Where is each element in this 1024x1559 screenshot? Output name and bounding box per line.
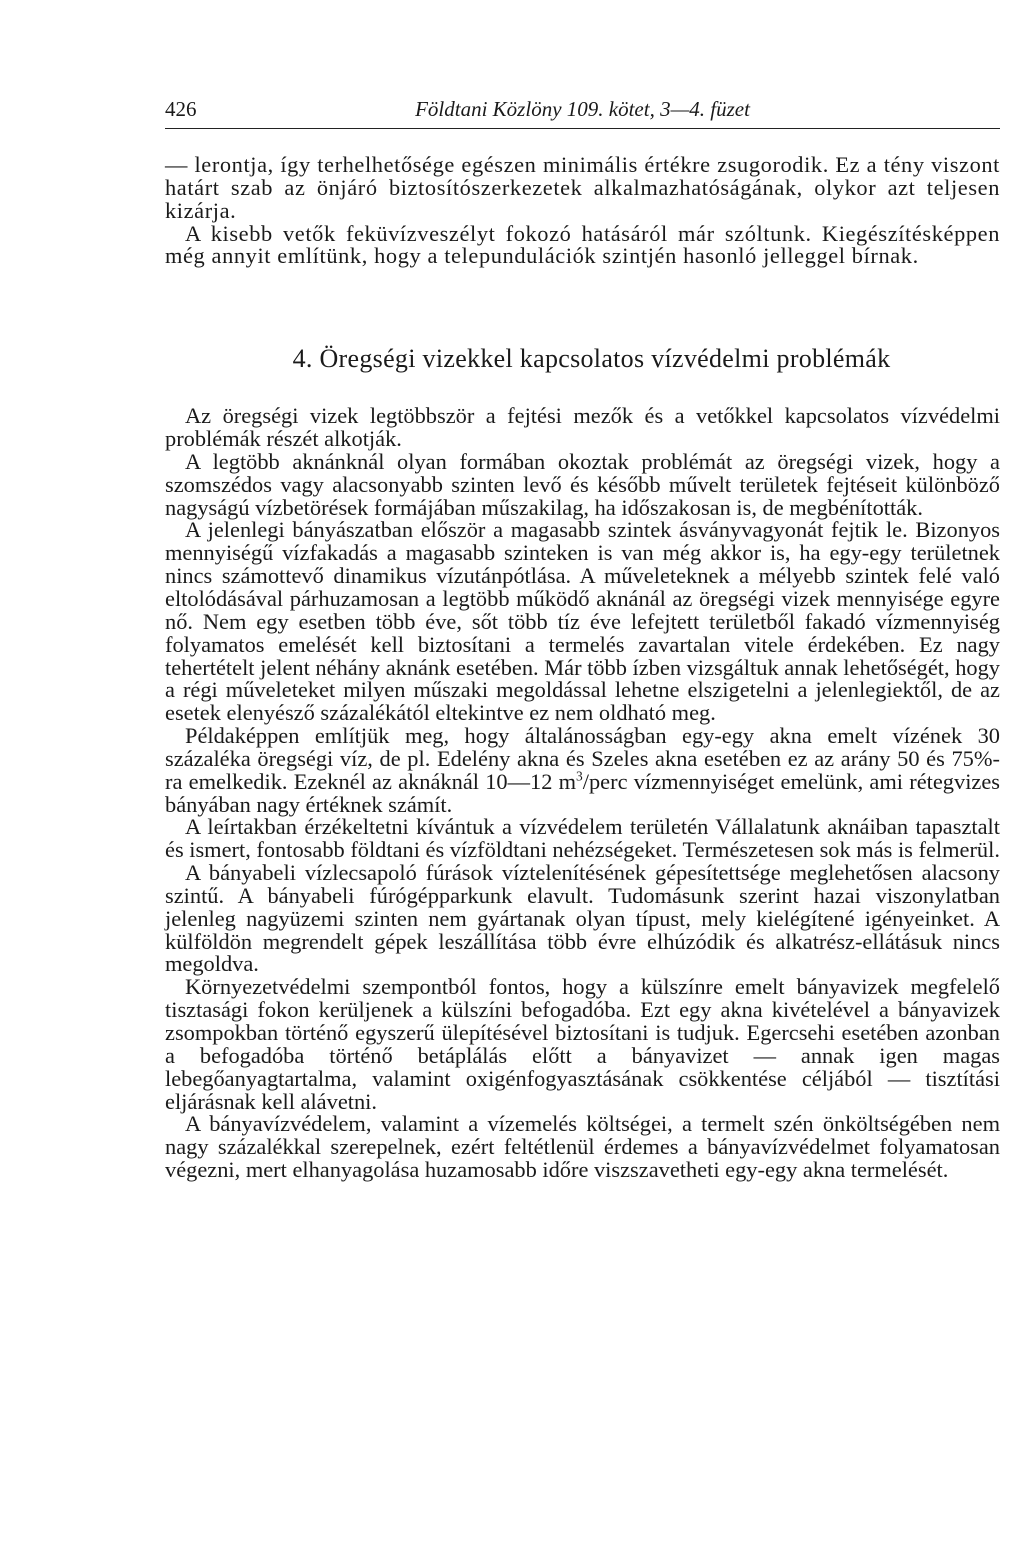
- article-body: [165, 154, 1000, 1182]
- running-head: [165, 92, 1000, 126]
- section-heading: 4. Öregségi vizekkel kapcsolatos vízvédelmi problémák: [292, 344, 891, 374]
- paragraph: A leírtakban érzékeltetni kívántuk a vízvédelem területén Vállalatunk aknáiban tapasztalt és ismert, fontosabb földtani és vízföldtani nehézségeket. Természetesen sok más is felmerül.: [165, 814, 1000, 863]
- paragraph: — lerontja, így terhelhetősége egészen minimális értékre zsugorodik. Ez a tény viszont határt szab az önjáró biztosítószerkezetek alkalmazhatóságának, olykor azt teljesen kizárja.: [165, 152, 1000, 223]
- superscript: 3: [576, 768, 583, 784]
- journal-title: Földtani Közlöny 109. kötet, 3—4. füzet: [415, 97, 750, 121]
- paragraph: [165, 725, 1000, 816]
- paragraph: A jelenlegi bányászatban először a magasabb szintek ásványvagyonát fejtik le. Bizonyos mennyiségű vízfakadás a magasabb szinteken is van még akkor is, ha egy-egy területnek nincs számottevő dinamikus vízutánpótlása. A műveleteknek a mélyebb szintek felé való eltolódásával párhuzamosan a legtöbb működő aknánál az öregségi vizek mennyisége egyre nő. Nem egy esetben több éve, sőt több tíz éve lefejtett területből fakadó vízmennyiség folyamatos emelését kell biztosítani a termelés zavartalan vitele érdekében. Ez nagy tehertételt jelent néhány aknánk esetében. Már több ízben vizsgáltuk annak lehetőségét, hogy a régi műveleteket milyen műszaki megoldással lehetne elszigetelni a jelenlegiektől, de az esetek elenyésző százalékától eltekintve ez nem oldható meg.: [165, 517, 1000, 726]
- header-divider: [165, 128, 1000, 129]
- paragraph: A bányabeli vízlecsapoló fúrások víztelenítésének gépesítettsége meglehetősen alacsony szintű. A bányabeli fúrógépparkunk elavult. Tudomásunk szerint hazai viszonylatban jelenleg nagyüzemi szinten nem gyártanak olyan típust, mely kielégítené igényeinket. A külföldön megrendelt gépek leszállítása több évre elhúzódik és alkatrész-ellátásuk nincs megoldva.: [165, 860, 1000, 977]
- paragraph: A kisebb vetők feküvízveszélyt fokozó hatásáról már szóltunk. Kiegészítésképpen még annyit említünk, hogy a telepundulációk szintjén hasonló jelleggel bírnak.: [165, 220, 1000, 269]
- paragraph: Környezetvédelmi szempontból fontos, hogy a külszínre emelt bányavizek megfelelő tisztasági fokon kerüljenek a külszíni befogadóba. Ezt egy akna kivételével a bányavizek zsompokban történő egyszerű ülepítésével biztosítani is tudjuk. Egercsehi esetében azonban a befogadóba történő betáplálás előtt a bányavizet — annak igen magas lebegőanyagtartalma, valamint oxigénfogyasztásának csökkentése céljából — tisztítási eljárásnak kell alávetni.: [165, 974, 1000, 1114]
- paragraph: Az öregségi vizek legtöbbször a fejtési mezők és a vetőkkel kapcsolatos vízvédelmi problémák részét alkotják.: [165, 403, 1000, 452]
- paragraph-text: Példaképpen említjük meg, hogy általánosságban egy-egy akna emelt vízének 30 százaléka öregségi víz, de pl. Edelény akna és Szeles akna esetében ez az arány 50 és 75%-ra emelkedik. Ezeknél az aknáknál 10—12 m: [165, 723, 1000, 794]
- page: [165, 92, 1000, 1182]
- paragraph-text: /perc vízmennyiséget emelünk, ami rétegvizes bányában nagy értéknek számít.: [165, 768, 1001, 817]
- paragraph: A legtöbb aknánknál olyan formában okoztak problémát az öregségi vizek, hogy a szomszédos vagy alacsonyabb szinten levő és később művelt területek fejtéseit különböző nagyságú vízbetörések formájában műszakilag, ha időszakosan is, de megbénították.: [165, 448, 1000, 520]
- page-number: 426: [165, 97, 197, 121]
- paragraph: A bányavízvédelem, valamint a vízemelés költségei, a termelt szén önköltségében nem nagy százalékkal szerepelnek, ezért feltétlenül érdemes a bányavízvédelmet folyamatosan végezni, mert elhanyagolása huzamosabb időre viszszavetheti egy-egy akna termelését.: [165, 1111, 1000, 1183]
